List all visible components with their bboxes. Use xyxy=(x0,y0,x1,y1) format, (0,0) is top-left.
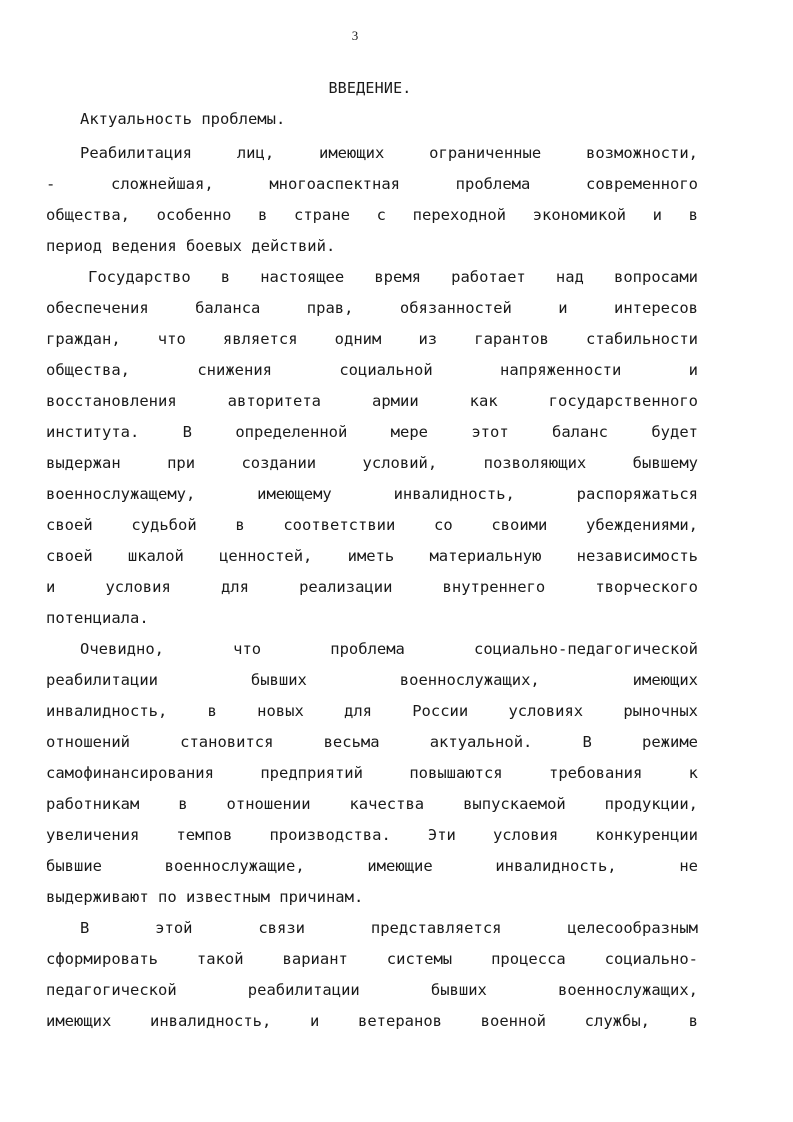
text-line: потенциала. xyxy=(46,609,149,627)
text-line: работникам в отношении качества выпускаемой продукции, xyxy=(46,795,698,813)
section-heading: ВВЕДЕНИЕ. xyxy=(328,79,412,97)
text-line: института. В определенной мере этот баланс будет xyxy=(46,423,698,441)
text-line: имеющих инвалидность, и ветеранов военной службы, в xyxy=(46,1012,698,1030)
text-line: своей судьбой в соответствии со своими убеждениями, xyxy=(46,516,698,534)
text-line: увеличения темпов производства. Эти условия конкуренции xyxy=(46,826,698,844)
text-line: общества, снижения социальной напряженности и xyxy=(46,361,698,379)
text-line: период ведения боевых действий. xyxy=(46,237,336,255)
text-line: и условия для реализации внутреннего творческого xyxy=(46,578,698,596)
text-line: выдерживают по известным причинам. xyxy=(46,888,364,906)
text-line: бывшие военнослужащие, имеющие инвалидность, не xyxy=(46,857,698,875)
text-line: выдержан при создании условий, позволяющих бывшему xyxy=(46,454,698,472)
text-line: педагогической реабилитации бывших военнослужащих, xyxy=(46,981,698,999)
text-line: - сложнейшая, многоаспектная проблема современного xyxy=(46,175,698,193)
paragraph-3 xyxy=(46,637,698,916)
text-line: восстановления авторитета армии как государственного xyxy=(46,392,698,410)
subsection-heading: Актуальность проблемы. xyxy=(80,110,286,128)
text-line: общества, особенно в стране с переходной экономикой и в xyxy=(46,206,698,224)
text-line: отношений становится весьма актуальной. В режиме xyxy=(46,733,698,751)
text-line: самофинансирования предприятий повышаются требования к xyxy=(46,764,698,782)
text-line: Реабилитация лиц, имеющих ограниченные возможности, xyxy=(80,144,698,162)
text-line: военнослужащему, имеющему инвалидность, распоряжаться xyxy=(46,485,698,503)
text-line: Очевидно, что проблема социально-педагогической xyxy=(80,640,698,658)
text-line: Государство в настоящее время работает над вопросами xyxy=(88,268,698,286)
body-text xyxy=(46,141,698,1040)
page-number: 3 xyxy=(351,28,359,43)
paragraph-2 xyxy=(46,265,698,637)
text-line: обеспечения баланса прав, обязанностей и интересов xyxy=(46,299,698,317)
text-line: сформировать такой вариант системы процесса социально- xyxy=(46,950,698,968)
paragraph-4 xyxy=(46,916,698,1040)
text-line: инвалидность, в новых для России условиях рыночных xyxy=(46,702,698,720)
text-line: реабилитации бывших военнослужащих, имеющих xyxy=(46,671,698,689)
text-line: граждан, что является одним из гарантов стабильности xyxy=(46,330,698,348)
text-line: В этой связи представляется целесообразным xyxy=(80,919,698,937)
paragraph-1 xyxy=(46,141,698,265)
text-line: своей шкалой ценностей, иметь материальную независимость xyxy=(46,547,698,565)
